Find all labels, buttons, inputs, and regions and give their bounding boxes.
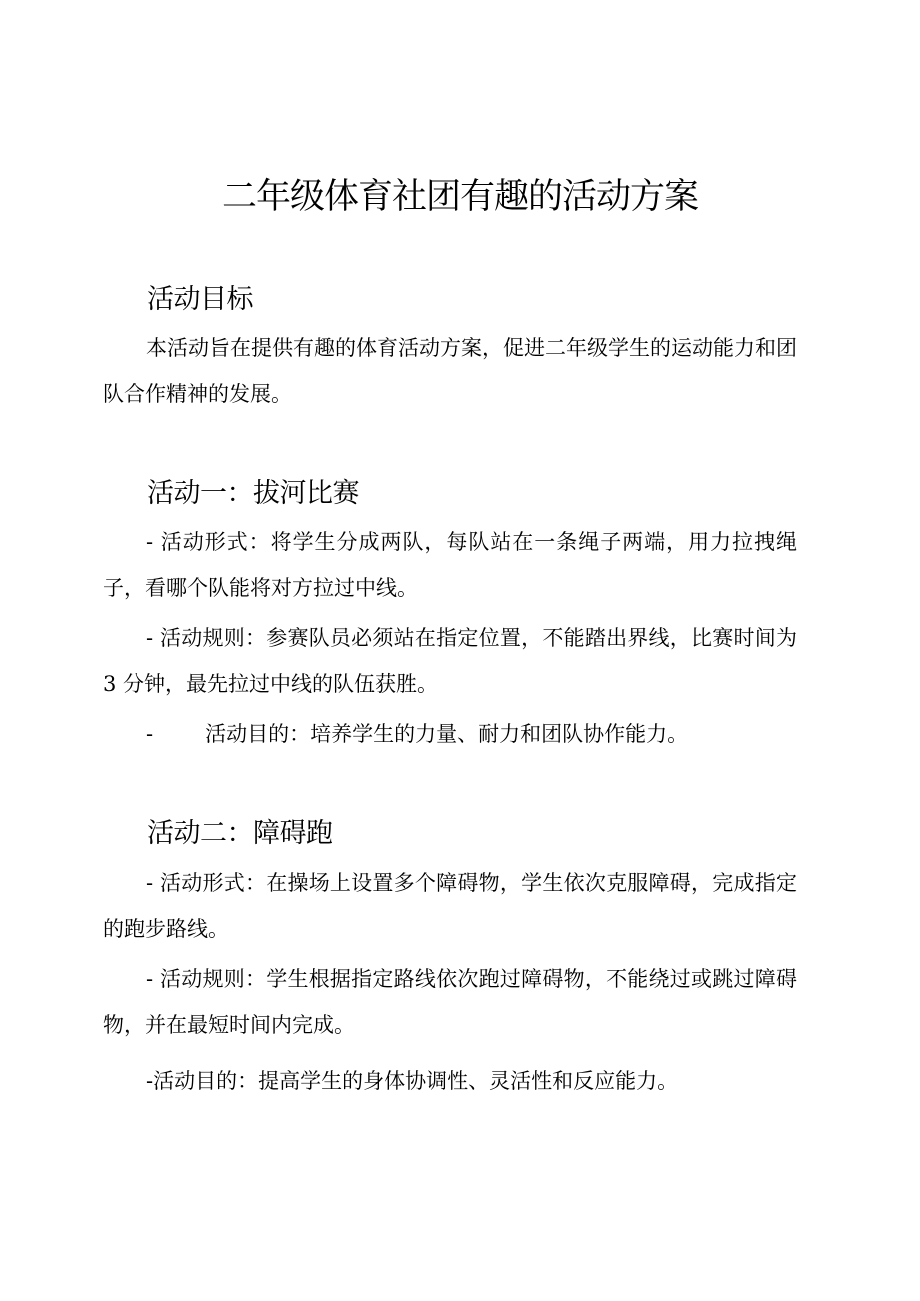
activity1-form-paragraph: - 活动形式：将学生分成两队，每队站在一条绳子两端，用力拉拽绳子，看哪个队能将对方拉过中线。 (103, 530, 797, 600)
document-title: 二年级体育社团有趣的活动方案 (221, 177, 698, 217)
activity1-purpose-text: 活动目的：培养学生的力量、耐力和团队协作能力。 (205, 722, 689, 746)
section-heading-activity1: 活动一：拔河比赛 (147, 478, 359, 509)
activity2-rules-paragraph: - 活动规则：学生根据指定路线依次跑过障碍物，不能绕过或跳过障碍物，并在最短时间内完成。 (103, 967, 797, 1037)
activity1-purpose-dash: - (146, 722, 154, 746)
section-heading-activity2: 活动二：障碍跑 (147, 818, 333, 849)
activity2-purpose-paragraph: -活动目的：提高学生的身体协调性、灵活性和反应能力。 (146, 1069, 679, 1093)
section-heading-goal: 活动目标 (147, 284, 253, 315)
activity1-rules-paragraph: - 活动规则：参赛队员必须站在指定位置，不能踏出界线，比赛时间为 3 分钟，最先拉过中线的队伍获胜。 (103, 626, 797, 696)
activity2-form-paragraph: - 活动形式：在操场上设置多个障碍物，学生依次克服障碍，完成指定的跑步路线。 (103, 871, 797, 941)
activity1-purpose-paragraph (103, 711, 797, 757)
goal-paragraph: 本活动旨在提供有趣的体育活动方案，促进二年级学生的运动能力和团队合作精神的发展。 (103, 336, 797, 406)
